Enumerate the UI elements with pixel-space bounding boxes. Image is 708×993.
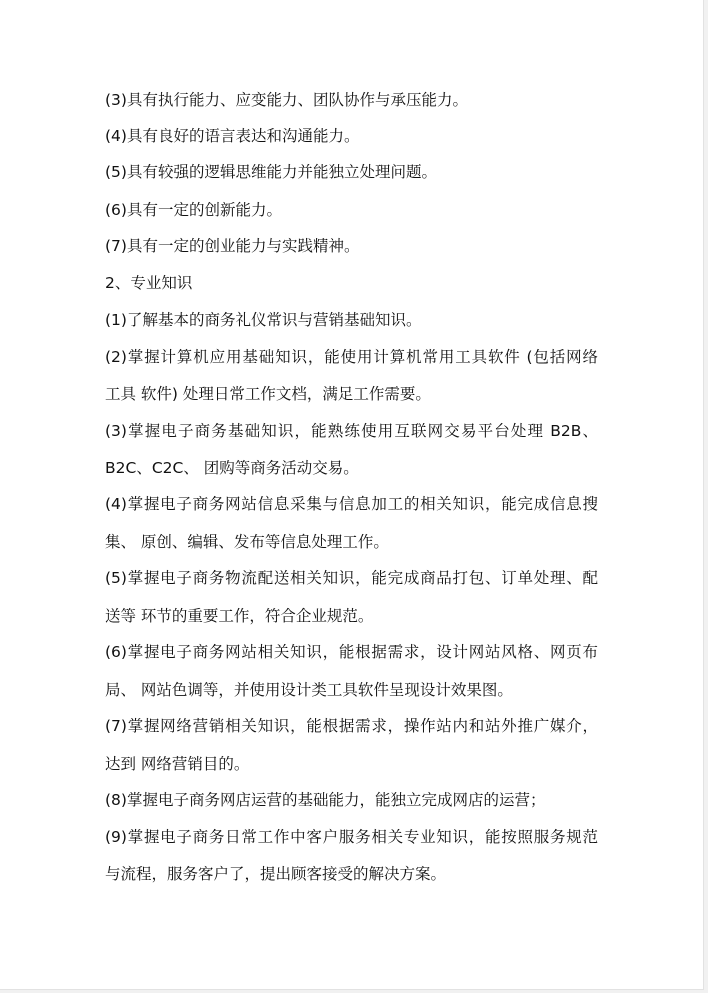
text-line: (2)掌握计算机应用基础知识，能使用计算机常用工具软件 (包括网络 xyxy=(105,348,598,366)
text-line: 局、 网站色调等，并使用设计类工具软件呈现设计效果图。 xyxy=(105,681,513,699)
text-line: (6)具有一定的创新能力。 xyxy=(105,201,282,219)
text-line: (8)掌握电子商务网店运营的基础能力，能独立完成网店的运营； xyxy=(105,791,546,809)
text-line: 达到 网络营销目的。 xyxy=(105,755,250,773)
text-line: (6)掌握电子商务网站相关知识，能根据需求，设计网站风格、网页布 xyxy=(105,643,598,661)
section-heading: 2、专业知识 xyxy=(105,274,193,292)
text-line: (7)掌握网络营销相关知识，能根据需求，操作站内和站外推广媒介， xyxy=(105,717,598,735)
text-line: (5)掌握电子商务物流配送相关知识，能完成商品打包、订单处理、配 xyxy=(105,569,598,587)
text-line: (5)具有较强的逻辑思维能力并能独立处理问题。 xyxy=(105,163,437,181)
text-line: 集、 原创、编辑、发布等信息处理工作。 xyxy=(105,533,389,551)
text-line: 工具 软件) 处理日常工作文档，满足工作需要。 xyxy=(105,385,431,403)
text-line: (4)具有良好的语言表达和沟通能力。 xyxy=(105,127,360,145)
text-line: (3)具有执行能力、应变能力、团队协作与承压能力。 xyxy=(105,91,468,109)
text-line: B2C、C2C、 团购等商务活动交易。 xyxy=(105,459,359,477)
text-line: (9)掌握电子商务日常工作中客户服务相关专业知识，能按照服务规范 xyxy=(105,828,598,846)
text-line: (4)掌握电子商务网站信息采集与信息加工的相关知识，能完成信息搜 xyxy=(105,495,598,513)
text-line: (7)具有一定的创业能力与实践精神。 xyxy=(105,237,360,255)
text-line: (3)掌握电子商务基础知识，能熟练使用互联网交易平台处理 B2B、 xyxy=(105,422,598,440)
text-line: 与流程，服务客户了，提出顾客接受的解决方案。 xyxy=(105,865,447,883)
text-line: 送等 环节的重要工作，符合企业规范。 xyxy=(105,607,374,625)
text-line: (1)了解基本的商务礼仪常识与营销基础知识。 xyxy=(105,311,422,329)
